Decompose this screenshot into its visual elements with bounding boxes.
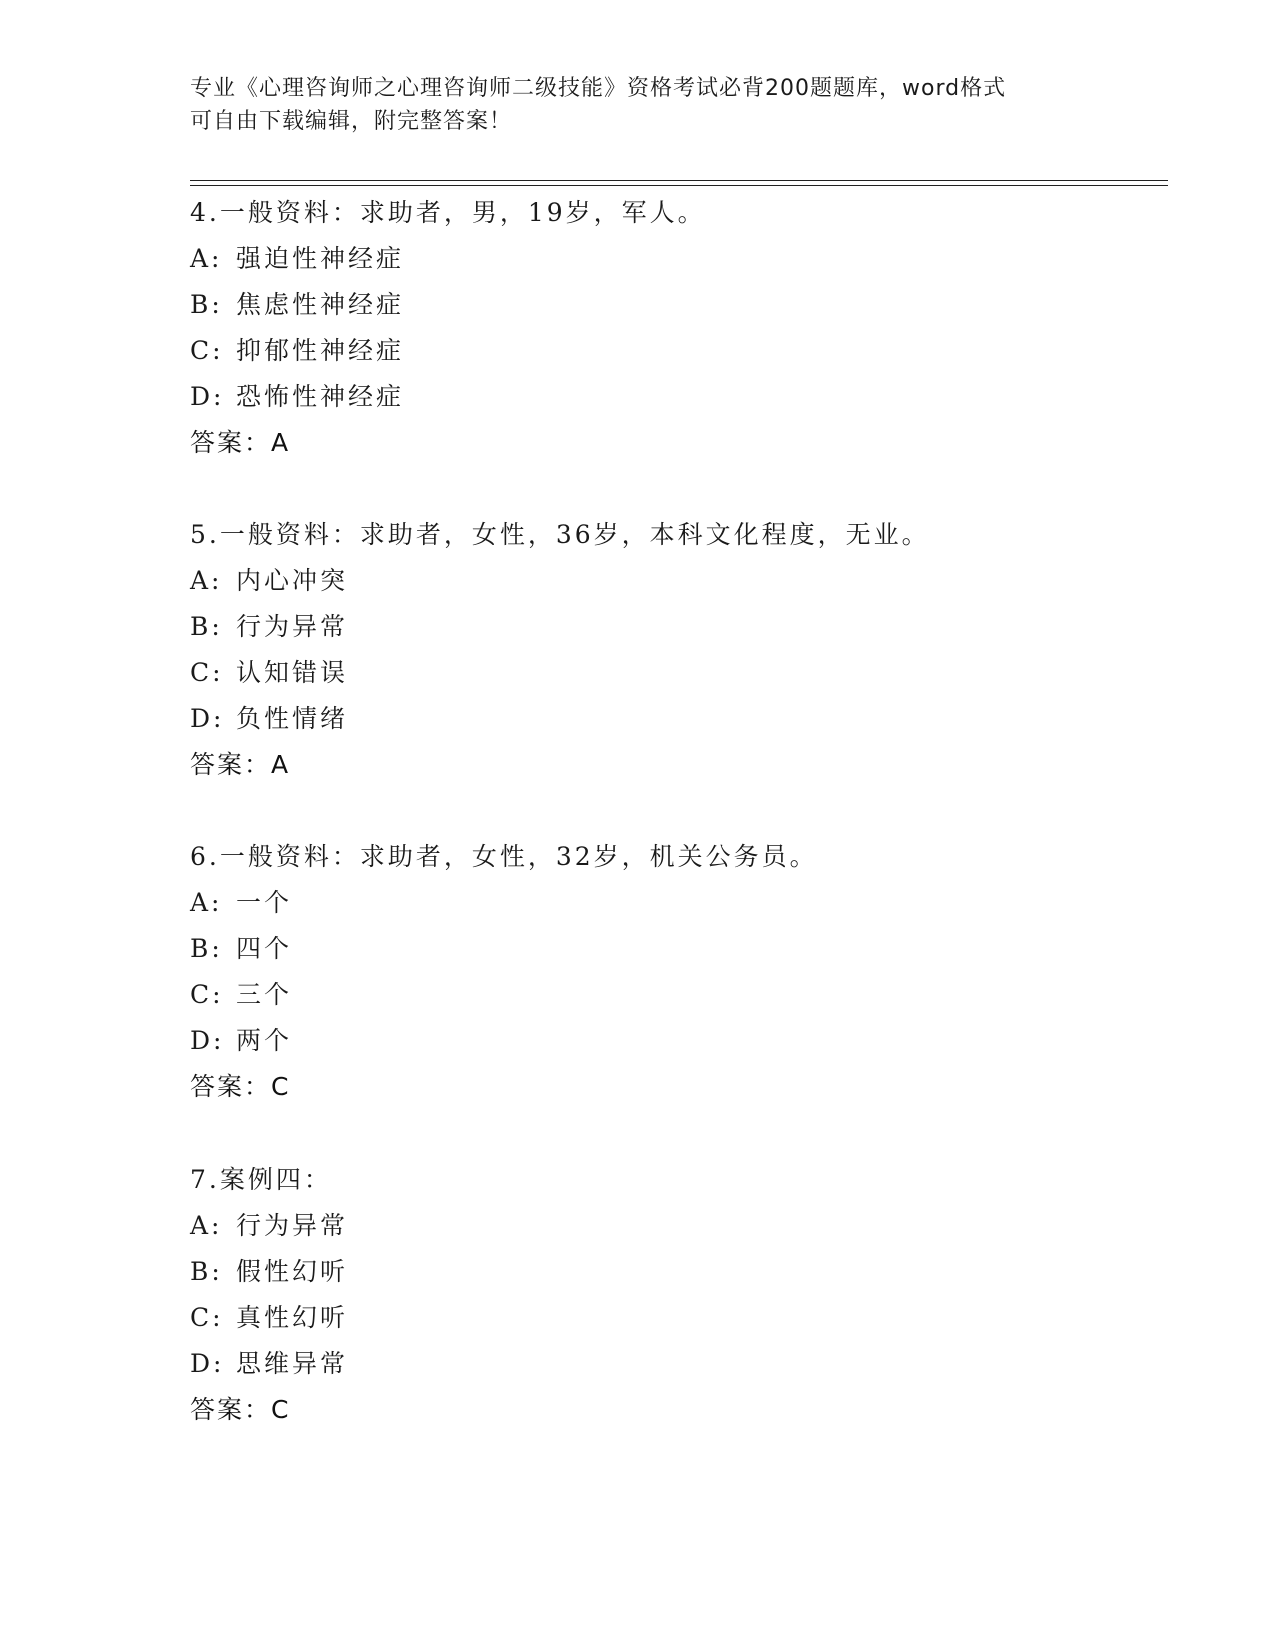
- option-letter: A:: [190, 888, 223, 917]
- option-d: [190, 1341, 1190, 1387]
- option-letter: B:: [190, 290, 223, 319]
- option-text: 行为异常: [236, 612, 349, 641]
- question-block: [190, 512, 1190, 788]
- option-text: 三个: [236, 980, 293, 1009]
- option-text: 四个: [236, 934, 293, 963]
- option-b: [190, 604, 1190, 650]
- header-line-2: 可自由下载编辑，附完整答案！: [190, 109, 513, 134]
- option-text: 负性情绪: [236, 704, 349, 733]
- option-a: [190, 1203, 1190, 1249]
- option-b: [190, 1249, 1190, 1295]
- option-letter: C:: [190, 658, 224, 687]
- header-divider-bottom: [190, 185, 1168, 186]
- option-text: 假性幻听: [236, 1257, 349, 1286]
- question-stem: 4.一般资料：求助者，男，19岁，军人。: [190, 198, 706, 227]
- option-text: 内心冲突: [236, 566, 349, 595]
- answer-line: 答案：C: [190, 1072, 291, 1101]
- option-letter: D:: [190, 1026, 225, 1055]
- option-letter: D:: [190, 382, 225, 411]
- option-text: 一个: [236, 888, 293, 917]
- option-a: [190, 880, 1190, 926]
- option-c: [190, 650, 1190, 696]
- option-letter: C:: [190, 980, 224, 1009]
- option-letter: A:: [190, 244, 223, 273]
- option-letter: D:: [190, 704, 225, 733]
- question-stem: 5.一般资料：求助者，女性，36岁，本科文化程度，无业。: [190, 520, 930, 549]
- option-b: [190, 282, 1190, 328]
- option-text: 抑郁性神经症: [236, 336, 405, 365]
- option-text: 恐怖性神经症: [236, 382, 405, 411]
- header-line-1: 专业《心理咨询师之心理咨询师二级技能》资格考试必背200题题库，word格式: [190, 76, 1007, 101]
- option-letter: C:: [190, 336, 224, 365]
- option-letter: B:: [190, 612, 223, 641]
- question-block: [190, 1157, 1190, 1433]
- option-text: 行为异常: [236, 1211, 349, 1240]
- question-stem: 6.一般资料：求助者，女性，32岁，机关公务员。: [190, 842, 818, 871]
- option-text: 两个: [236, 1026, 293, 1055]
- option-b: [190, 926, 1190, 972]
- option-letter: A:: [190, 566, 223, 595]
- option-text: 真性幻听: [236, 1303, 349, 1332]
- option-text: 焦虑性神经症: [236, 290, 405, 319]
- option-d: [190, 374, 1190, 420]
- option-letter: A:: [190, 1211, 223, 1240]
- document-header: [190, 72, 1090, 138]
- answer-line: 答案：C: [190, 1395, 291, 1424]
- option-text: 认知错误: [236, 658, 349, 687]
- option-d: [190, 1018, 1190, 1064]
- question-block: [190, 190, 1190, 466]
- option-a: [190, 236, 1190, 282]
- header-divider-top: [190, 180, 1168, 181]
- option-letter: B:: [190, 1257, 223, 1286]
- option-text: 强迫性神经症: [236, 244, 405, 273]
- option-c: [190, 328, 1190, 374]
- question-stem: 7.案例四：: [190, 1165, 332, 1194]
- option-c: [190, 972, 1190, 1018]
- option-c: [190, 1295, 1190, 1341]
- option-a: [190, 558, 1190, 604]
- option-letter: C:: [190, 1303, 224, 1332]
- question-block: [190, 834, 1190, 1110]
- answer-line: 答案：A: [190, 428, 291, 457]
- option-d: [190, 696, 1190, 742]
- option-letter: B:: [190, 934, 223, 963]
- option-letter: D:: [190, 1349, 225, 1378]
- answer-line: 答案：A: [190, 750, 291, 779]
- option-text: 思维异常: [236, 1349, 349, 1378]
